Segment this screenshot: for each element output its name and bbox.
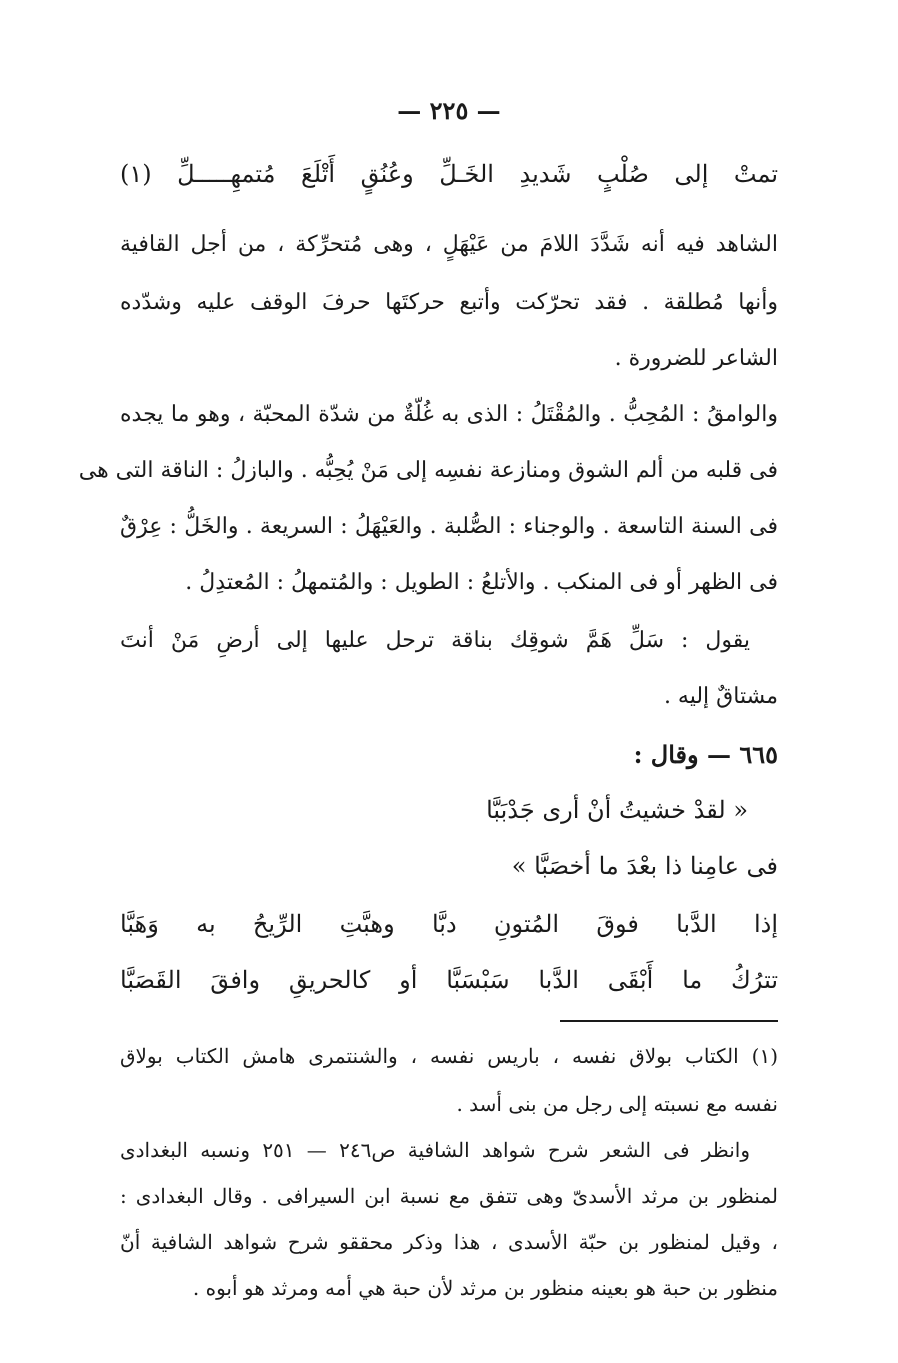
verse-line: فى عامِنا ذا بعْدَ ما أخصَبَّا » (511, 852, 778, 880)
verse-opening: تمتْ إلى صُلْبٍ شَديدِ الخَـلِّ وعُنُقٍ أَتْلَعَ مُتمهِـــــلِّ (١) (120, 160, 778, 188)
footnote-line: (١) الكتاب بولاق نفسه ، باريس نفسه ، والشنتمرى هامش الكتاب بولاق (120, 1044, 779, 1068)
footnote-line: لمنظور بن مرثد الأسدىّ وهى تتفق مع نسبة ابن السيرافى . وقال البغدادى : (120, 1184, 778, 1208)
page-number: — ٢٢٥ — (397, 96, 501, 125)
footnote-line: وانظر فى الشعر شرح شواهد الشافية ص٢٤٦ — ٢٥١ ونسبه البغدادى (120, 1138, 750, 1162)
section-heading: ٦٦٥ — وقال : (633, 740, 778, 769)
footnote-line: ، وقيل لمنظور بن حبّة الأسدى ، هذا وذكر محققو شرح شواهد الشافية أنّ (120, 1230, 778, 1254)
commentary-line: الشاهد فيه أنه شَدَّدَ اللامَ من عَيْهَلٍ ، وهى مُتحرِّكة ، من أجل القافية (120, 232, 778, 257)
verse-line: تترُكُ ما أَبْقَى الدَّبا سَبْسَبَّا أو كالحريقِ وافقَ القَصَبَّا (120, 966, 778, 994)
commentary-line: مشتاقٌ إليه . (663, 684, 778, 709)
commentary-line: وأنها مُطلقة . فقد تحرّكت وأتبع حركتَها حرفَ الوقف عليه وشدّده (120, 290, 778, 315)
commentary-line: يقول : سَلِّ هَمَّ شوقِك بناقة ترحل عليها إلى أرضِ مَنْ أنتَ (120, 628, 750, 653)
commentary-line: الشاعر للضرورة . (614, 346, 778, 371)
commentary-line: والوامقُ : المُحِبُّ . والمُقْتَلُ : الذى به غُلّةٌ من شدّة المحبّة ، وهو ما يجده (120, 402, 778, 427)
commentary-line: فى قلبه من ألم الشوق ومنازعة نفسِه إلى مَنْ يُحِبُّه . والبازلُ : الناقة التى هى (78, 458, 778, 483)
verse-line: إذا الدَّبا فوقَ المُتونِ دبَّا وهبَّتِ الرِّيحُ به وَهَبَّا (120, 910, 778, 938)
commentary-line: فى الظهر أو فى المنكب . والأتلعُ : الطويل : والمُتمهلُ : المُعتدِلُ . (185, 570, 778, 595)
footnote-line: نفسه مع نسبته إلى رجل من بنى أسد . (456, 1092, 778, 1116)
verse-line: « لقدْ خشيتُ أنْ أرى جَدْبَبَّا (486, 796, 748, 824)
footnote-separator (560, 1020, 778, 1022)
footnote-line: منظور بن حبة هو بعينه منظور بن مرثد لأن حبة هي أمه ومرثد هو أبوه . (192, 1276, 778, 1300)
commentary-line: فى السنة التاسعة . والوجناء : الصُّلبة . والعَيْهَلُ : السريعة . والخَلُّ : عِرْقٌ (120, 514, 778, 539)
